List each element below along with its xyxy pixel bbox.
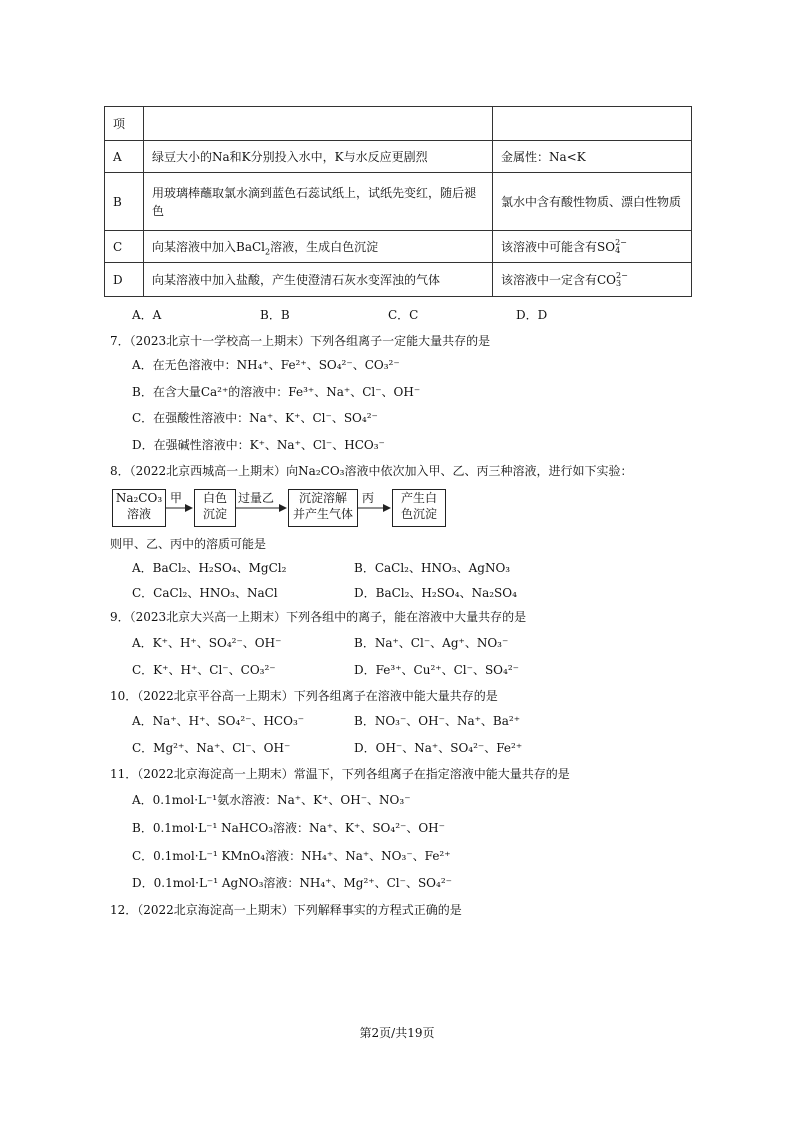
flow-box-line: 并产生气体 [292, 507, 353, 521]
q11-option-b[interactable]: B．0.1mol·L⁻¹ NaHCO₃溶液：Na⁺、K⁺、SO₄²⁻、OH⁻ [132, 821, 445, 835]
flow-label-jia: 甲 [170, 491, 183, 505]
page-footer: 第2页/共19页 [359, 1026, 435, 1040]
q9-stem: 9．（2023北京大兴高一上期末）下列各组中的离子，能在溶液中大量共存的是 [110, 610, 527, 624]
q10-option-a[interactable]: A．Na⁺、H⁺、SO₄²⁻、HCO₃⁻ [132, 714, 305, 728]
q8-option-a[interactable]: A．BaCl₂、H₂SO₄、MgCl₂ [132, 561, 287, 575]
q10-option-d[interactable]: D．OH⁻、Na⁺、SO₄²⁻、Fe²⁺ [354, 741, 523, 755]
q9-option-b[interactable]: B．Na⁺、Cl⁻、Ag⁺、NO₃⁻ [354, 636, 509, 650]
q9-option-d[interactable]: D．Fe³⁺、Cu²⁺、Cl⁻、SO₄²⁻ [354, 663, 519, 677]
flow-label-excess-yi: 过量乙 [238, 491, 275, 505]
flow-box-line: 色沉淀 [400, 507, 437, 521]
q11-stem: 11．（2022北京海淀高一上期末）常温下，下列各组离子在指定溶液中能大量共存的是 [110, 767, 570, 781]
table-header-label: 项 [105, 107, 144, 141]
q6-option-a[interactable]: A．A [132, 308, 162, 322]
row-conclusion: 氯水中含有酸性物质、漂白性物质 [493, 173, 692, 231]
q10-option-c[interactable]: C．Mg²⁺、Na⁺、Cl⁻、OH⁻ [132, 741, 291, 755]
q11-option-d[interactable]: D．0.1mol·L⁻¹ AgNO₃溶液：NH₄⁺、Mg²⁺、Cl⁻、SO₄²⁻ [132, 876, 452, 890]
q8-option-c[interactable]: C．CaCl₂、HNO₃、NaCl [132, 586, 278, 600]
conclusion-text: 该溶液中一定含有CO [501, 272, 617, 287]
q8-question: 则甲、乙、丙中的溶质可能是 [110, 537, 267, 551]
row-label: D [105, 263, 144, 297]
q11-option-c[interactable]: C．0.1mol·L⁻¹ KMnO₄溶液：NH₄⁺、Na⁺、NO₃⁻、Fe²⁺ [132, 849, 451, 863]
row-experiment: 向某溶液中加入盐酸，产生使澄清石灰水变浑浊的气体 [144, 263, 493, 297]
q9-option-c[interactable]: C．K⁺、H⁺、Cl⁻、CO₃²⁻ [132, 663, 276, 677]
flow-box-line: 白色 [202, 491, 227, 505]
q7-option-b[interactable]: B．在含大量Ca²⁺的溶液中：Fe³⁺、Na⁺、Cl⁻、OH⁻ [132, 385, 421, 399]
flow-label-bing: 丙 [362, 491, 375, 505]
q11-option-a[interactable]: A．0.1mol·L⁻¹氨水溶液：Na⁺、K⁺、OH⁻、NO₃⁻ [132, 793, 411, 807]
flow-box-line: 溶液 [126, 507, 151, 521]
row-experiment-line1: 用玻璃棒蘸取氯水滴到蓝色石蕊试纸上，试纸先变红，随后褪 [152, 185, 477, 200]
q8-option-b[interactable]: B．CaCl₂、HNO₃、AgNO₃ [354, 561, 511, 575]
q12-stem: 12．（2022北京海淀高一上期末）下列解释事实的方程式正确的是 [110, 903, 462, 917]
q7-option-a[interactable]: A．在无色溶液中：NH₄⁺、Fe²⁺、SO₄²⁻、CO₃²⁻ [132, 358, 400, 372]
row-label: C [105, 231, 144, 263]
q8-stem: 8．（2022北京西城高一上期末）向Na₂CO₃溶液中依次加入甲、乙、丙三种溶液，进行如下实验： [110, 464, 633, 478]
exp-subscript: 2 [265, 246, 271, 256]
q10-option-b[interactable]: B．NO₃⁻、OH⁻、Na⁺、Ba²⁺ [354, 714, 521, 728]
exp-text-tail: 溶液，生成白色沉淀 [270, 239, 379, 254]
row-experiment-line2: 色 [152, 203, 165, 218]
flow-box-line: 沉淀溶解 [298, 491, 347, 505]
q7-option-d[interactable]: D．在强碱性溶液中：K⁺、Na⁺、Cl⁻、HCO₃⁻ [132, 438, 385, 452]
q7-option-c[interactable]: C．在强酸性溶液中：Na⁺、K⁺、Cl⁻、SO₄²⁻ [132, 411, 378, 425]
exp-text: 向某溶液中加入BaCl [152, 239, 265, 254]
row-conclusion: 金属性：Na<K [493, 141, 692, 173]
flow-box-line: Na₂CO₃ [115, 491, 163, 505]
conclusion-text: 该溶液中可能含有SO [501, 239, 616, 254]
row-label: A [105, 141, 144, 173]
q7-stem: 7．（2023北京十一学校高一上期末）下列各组离子一定能大量共存的是 [110, 334, 491, 348]
ion-sup: 2− [615, 238, 627, 247]
q9-option-a[interactable]: A．K⁺、H⁺、SO₄²⁻、OH⁻ [132, 636, 282, 650]
row-experiment: 绿豆大小的Na和K分别投入水中，K与水反应更剧烈 [144, 141, 493, 173]
row-label: B [105, 173, 144, 231]
flow-box-line: 产生白 [400, 491, 437, 505]
q6-option-d[interactable]: D．D [516, 308, 548, 322]
q6-option-b[interactable]: B．B [260, 308, 290, 322]
q10-stem: 10．（2022北京平谷高一上期末）下列各组离子在溶液中能大量共存的是 [110, 689, 498, 703]
ion-sub: 4 [615, 246, 621, 255]
q8-option-d[interactable]: D．BaCl₂、H₂SO₄、Na₂SO₄ [354, 586, 517, 600]
flow-box-line: 沉淀 [202, 507, 227, 521]
ion-sup: 2− [616, 271, 628, 280]
ion-sub: 3 [616, 279, 622, 288]
q6-option-c[interactable]: C．C [388, 308, 419, 322]
